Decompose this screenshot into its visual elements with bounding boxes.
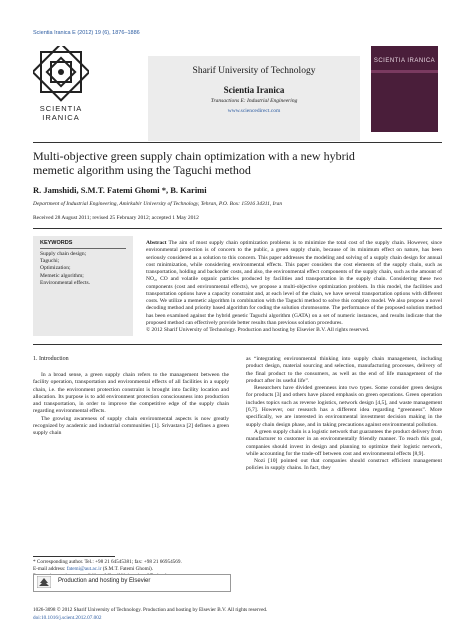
logo-wordmark [33, 104, 89, 122]
email-suffix: (S.M.T. Fatemi Ghomi). [101, 565, 154, 572]
body-paragraph: as “integrating environmental thinking into supply chain management, including product design, material sourcing and selection, manufacturing processes, delivery of the final product to the consumers, as well as the end of life management of the product after its useful life”. [246, 356, 442, 384]
abstract-label: Abstract [146, 240, 167, 246]
body-paragraph: A green supply chain is a logistic network that guarantees the product delivery from manufacturer to customer in an environmentally friendly manner. To reach this goal, companies should invest in design and planning to optimize their logistic network, while accounting for the trade-off between cost and environmental effects [8,9]. [246, 428, 442, 457]
body-paragraph: In a broad sense, a green supply chain refers to the management between the facility operation, transportation and environmental effects of all facilities in a supply chain, i.e. the environment protection constraint is brought into facility location and allocation. Its purpose is to add environment protection consciousness into production and transportation, in order to improve the competitive edge of the supply chain regarding environmental effects. [33, 372, 229, 415]
abstract [146, 240, 442, 327]
abstract-rule [33, 344, 442, 345]
doi-link[interactable]: doi:10.1016/j.scient.2012.07.002 [33, 615, 102, 621]
issn-copyright: 1026-3098 © 2012 Sharif University of Technology. Production and hosting by Elsevier B.V. All rights reserved. [33, 607, 268, 613]
keyword-item: Supply chain design; [40, 251, 87, 257]
email-line [33, 566, 229, 573]
keyword-item: Environmental effects. [40, 279, 90, 286]
body-column-left [33, 356, 229, 438]
university-name: Sharif University of Technology [192, 66, 316, 76]
hosting-text: Production and hosting by Elsevier [58, 578, 151, 584]
title-line-1: Multi-objective green supply chain optimization with a new hybrid [33, 149, 355, 163]
footnote-rule [33, 556, 115, 557]
abstract-text: The aim of most supply chain optimization problems is to minimize the total cost of the supply chain. However, since environmental protection is of concern to the public, a green supply chain, because of its minimum effect on nature, has been seriously considered as a solution to this concern. This paper addresses the modeling and solving of a supply chain design for annual cost minimization, while considering environmental effects. This paper considers the cost elements of the supply chain, such as transportation, holding and backorder costs, and also, the environmental effect components of the supply chain, such as the amount of NO₂, CO and volatile organic particles produced by facilities and transportation in the supply chain. Considering these two components (cost and environmental effects), we propose a multi-objective optimization problem. In this model, the facilities and transportation options have a capacity constraint and, at each level of the chain, we have several transportation options with different costs. We utilize a memetic algorithm in combination with the Taguchi method to solve this complex model. We also propose a novel decoding method and priority based algorithm for coding the solution chromosome. The performance of the proposed solution method has been examined against the hybrid genetic Taguchi algorithm (GATA) on a set of numeric instances, and results indicate that the proposed method can effectively provide better results than previous solution procedures. [146, 240, 442, 326]
header-rule [33, 142, 442, 143]
logo-text-line1: SCIENTIA [39, 104, 83, 113]
article-dates: Received 28 August 2011; revised 25 February 2012; accepted 1 May 2012 [33, 215, 199, 221]
email-label: E-mail address: [33, 565, 67, 572]
affiliation: Department of Industrial Engineering, Amirkabir University of Technology, Tehran, P.O. Box: 15916 34311, Iran [33, 201, 283, 207]
keywords-list [40, 251, 90, 287]
journal-reference[interactable]: Scientia Iranica E (2012) 19 (6), 1876–1886 [33, 30, 140, 36]
title-line-2: memetic algorithm using the Taguchi method [33, 163, 251, 177]
abstract-copyright: © 2012 Sharif University of Technology. Production and hosting by Elsevier B.V. All rights reserved. [146, 327, 370, 333]
author-list[interactable]: R. Jamshidi, S.M.T. Fatemi Ghomi *, B. Karimi [33, 185, 207, 195]
keywords-rule [40, 248, 126, 249]
article-title [33, 149, 443, 177]
keyword-item: Optimization; [40, 265, 71, 272]
keywords-heading: KEYWORDS [40, 240, 73, 246]
keyword-item: Taguchi; [40, 258, 60, 265]
journal-name: Scientia Iranica [223, 85, 285, 95]
email-link[interactable]: fatemi@aut.ac.ir [66, 565, 102, 572]
body-paragraph: The growing awareness of supply chain environmental aspects is now greatly recognized by academic and industrial communities [1]. Srivastava [2] defines a green supply chain [33, 415, 229, 437]
cover-band [371, 70, 438, 73]
cover-title: SCIENTIA IRANICA [373, 58, 436, 64]
keyword-item: Memetic algorithm; [40, 272, 84, 279]
body-paragraph: Researchers have divided greenness into two types. Some consider green designs for products [3] and others have placed emphasis on green operations. Green operation includes topics such as reverse logistics, network design [4,5], and waste management [6,7]. However, our research has a different idea regarding “greenness”. More specifically, we are interested in environmental investment decision making in the supply chain design phase, and in taking precautions against environmental pollution. [246, 385, 442, 428]
body-column-right [246, 356, 442, 473]
elsevier-tree-icon [37, 576, 51, 588]
sciencedirect-link[interactable]: www.sciencedirect.com [227, 108, 281, 114]
journal-transactions: Transactions E: Industrial Engineering [210, 98, 298, 104]
body-paragraph: Nozi [10] pointed out that companies should construct efficient management policies in supply chains. In fact, they [246, 458, 442, 472]
title-rule [33, 228, 442, 229]
logo-text-line2: IRANICA [42, 113, 80, 122]
section-heading: 1. Introduction [33, 356, 69, 362]
corresponding-author: * Corresponding author. Tel.: +98 21 64545381; fax: +98 21 66954569. [33, 559, 182, 565]
